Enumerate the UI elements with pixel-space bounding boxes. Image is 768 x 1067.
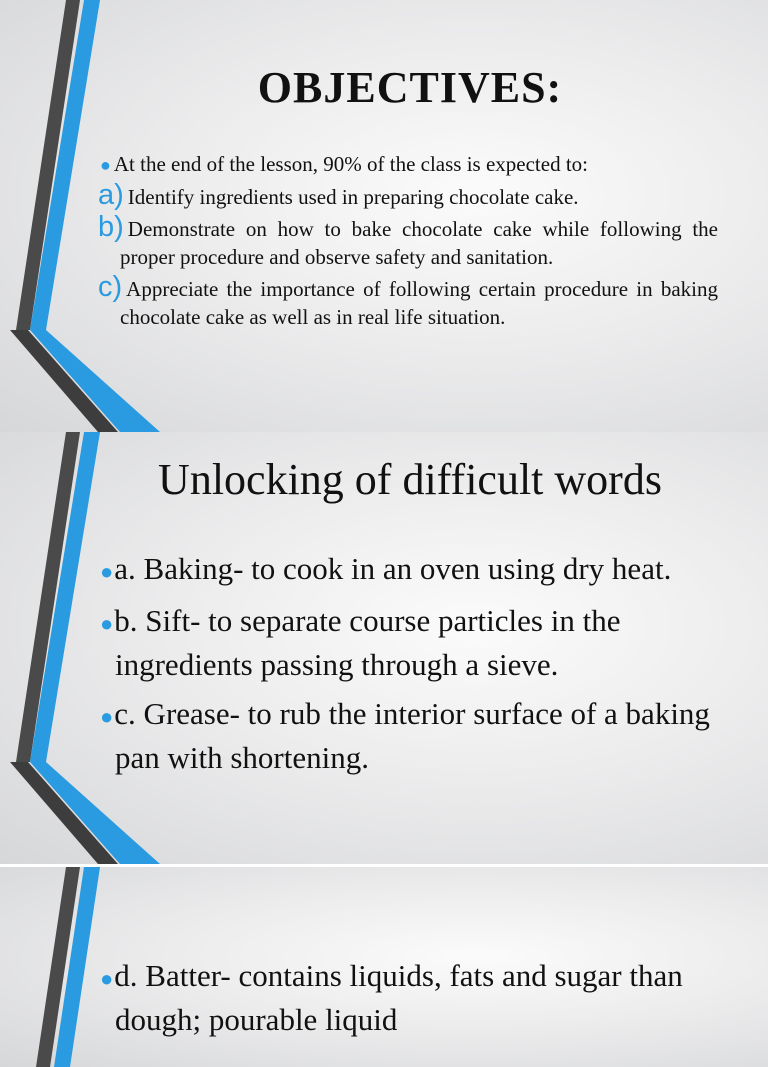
bullet-icon: ● [100, 966, 114, 991]
slide-difficult-words [0, 432, 768, 864]
item-letter: b) [98, 211, 124, 243]
item-text: Appreciate the importance of following certain procedure in baking chocolate cake as well as in real life situation. [120, 277, 718, 329]
objective-item [98, 211, 718, 271]
bullet-icon: ● [100, 559, 114, 584]
definition-item: ●b. Sift- to separate course particles in the ingredients passing through a sieve. [100, 603, 621, 682]
bullet-icon: ● [100, 704, 114, 729]
item-letter: c) [98, 271, 123, 303]
slide-objectives [0, 0, 768, 432]
definition-item: ●c. Grease- to rub the interior surface of a baking pan with shortening. [100, 696, 710, 775]
bullet-icon: ● [100, 611, 114, 636]
definitions-list [100, 955, 710, 1048]
objectives-intro: ● At the end of the lesson, 90% of the class is expected to: [100, 152, 589, 176]
slide-title: Unlocking of difficult words [158, 455, 662, 504]
item-text: Demonstrate on how to bake chocolate cake while following the proper procedure and observe safety and sanitation. [120, 217, 718, 269]
objective-item [98, 179, 718, 211]
objectives-list [100, 150, 718, 335]
item-letter: a) [98, 179, 124, 211]
definition-item: ●d. Batter- contains liquids, fats and sugar than dough; pourable liquid [100, 958, 683, 1037]
definition-item: ●a. Baking- to cook in an oven using dry heat. [100, 551, 672, 586]
definitions-list [100, 548, 710, 786]
slide-difficult-words-continued [0, 867, 768, 1067]
slide-title: OBJECTIVES: [257, 63, 563, 112]
objective-item [98, 271, 718, 331]
item-text: Identify ingredients used in preparing chocolate cake. [127, 185, 579, 209]
bullet-icon: ● [100, 155, 111, 175]
